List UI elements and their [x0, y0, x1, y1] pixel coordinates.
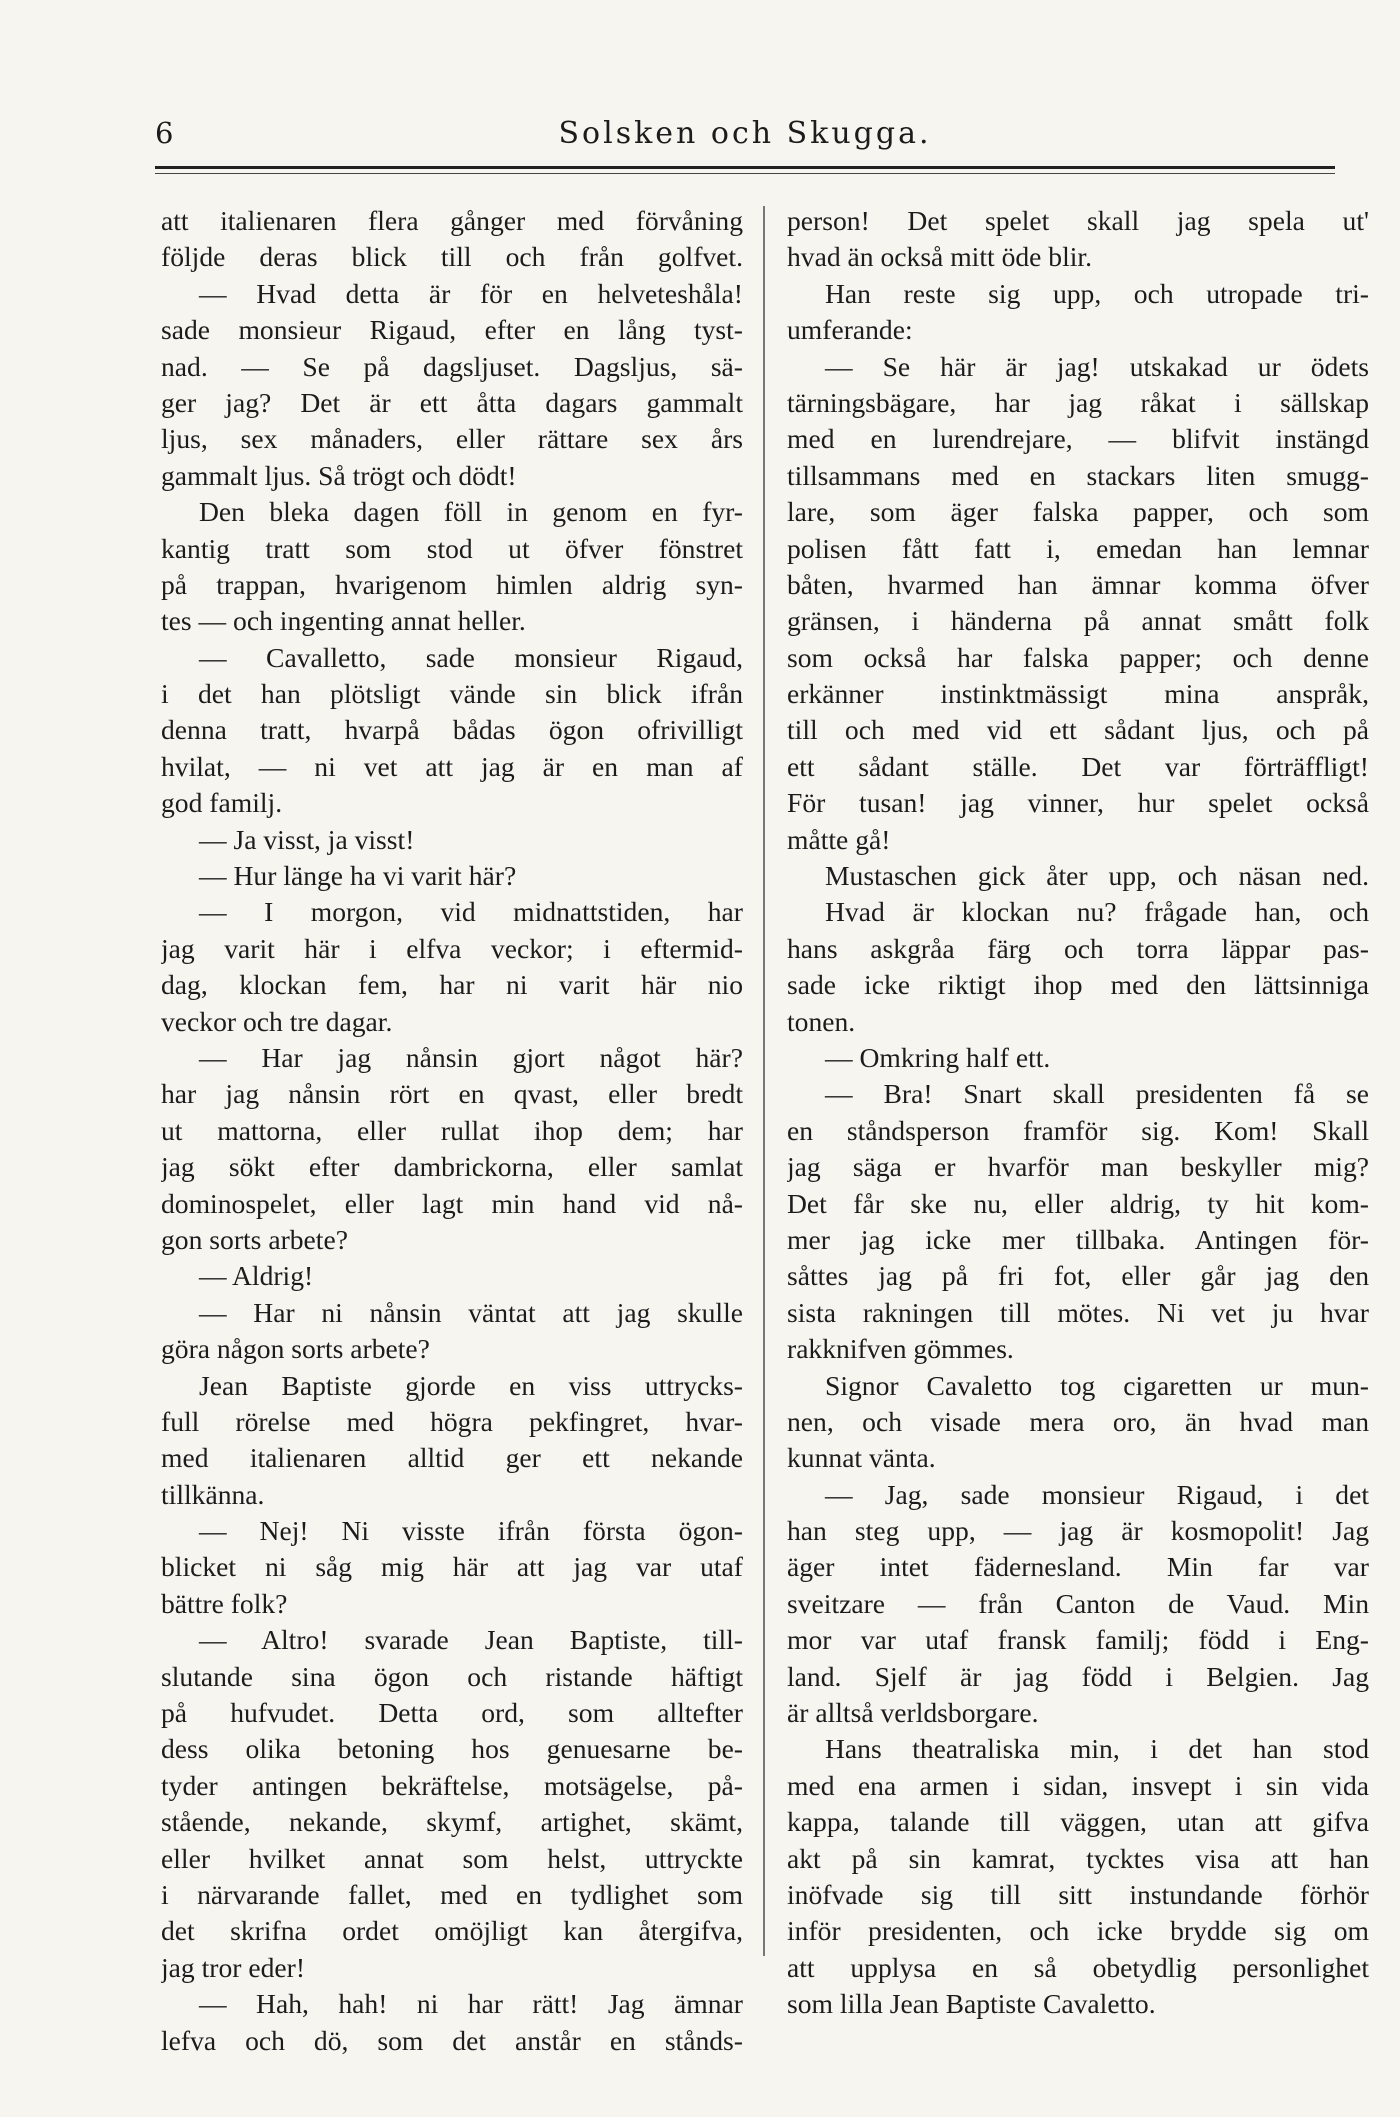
text-line: — Hur länge ha vi varit här? [199, 860, 517, 892]
text-line: ger jag? Det är ett åtta dagars gammalt [161, 386, 743, 418]
text-line: hans askgråa färg och torra läppar pas- [787, 932, 1369, 964]
text-line: umferande: [787, 314, 913, 346]
text-line: kappa, talande till väggen, utan att gifva [787, 1806, 1369, 1838]
text-line: med italienaren alltid ger ett nekande [161, 1442, 743, 1474]
text-line: bättre folk? [161, 1587, 288, 1619]
text-line: tyder antingen bekräftelse, motsägelse, på- [161, 1769, 743, 1801]
text-line: dess olika betoning hos genuesarne be- [161, 1733, 743, 1765]
text-line: är alltså verldsborgare. [787, 1697, 1039, 1729]
text-line: med ena armen i sidan, insvept i sin vida [787, 1769, 1369, 1801]
text-line: båten, hvarmed han ämnar komma öfver [787, 568, 1369, 600]
text-line: gon sorts arbete? [161, 1223, 348, 1255]
text-line: blicket ni såg mig här att jag var utaf [161, 1551, 743, 1583]
text-line: till och med vid ett sådant ljus, och på [787, 714, 1369, 746]
text-line: ut mattorna, eller rullat ihop dem; har [161, 1114, 743, 1146]
text-line: han steg upp, — jag är kosmopolit! Jag [787, 1515, 1369, 1547]
text-line: i närvarande fallet, med en tydlighet som [161, 1878, 743, 1910]
text-line: i det han plötsligt vände sin blick ifrån [161, 678, 743, 710]
text-line: person! Det spelet skall jag spela ut' [787, 205, 1369, 236]
text-line: ett sådant ställe. Det var förträffligt! [787, 750, 1369, 782]
text-line: sveitzare — från Canton de Vaud. Min [787, 1587, 1369, 1619]
text-line: som lilla Jean Baptiste Cavaletto. [787, 1988, 1156, 2020]
text-line: kantig tratt som stod ut öfver fönstret [161, 532, 743, 564]
text-line: Mustaschen gick åter upp, och näsan ned. [825, 860, 1369, 892]
text-line: eller hvilket annat som helst, uttryckte [161, 1842, 743, 1874]
text-line: — Bra! Snart skall presidenten få se [825, 1078, 1369, 1110]
text-line: tillsammans med en stackars liten smugg- [787, 459, 1369, 491]
text-line: denna tratt, hvarpå bådas ögon ofrivilligt [161, 714, 743, 746]
text-line: lare, som äger falska papper, och som [787, 496, 1369, 528]
text-line: inöfvade sig till sitt instundande förhör [787, 1878, 1369, 1910]
text-line: göra någon sorts arbete? [161, 1333, 430, 1365]
text-line: — Altro! svarade Jean Baptiste, till- [199, 1624, 743, 1656]
page-number: 6 [155, 116, 174, 150]
text-line: — Har ni nånsin väntat att jag skulle [199, 1296, 743, 1328]
running-title: Solsken och Skugga. [558, 116, 932, 151]
text-line: — Ja visst, ja visst! [199, 823, 415, 855]
right-text-column [787, 203, 1369, 2023]
text-line: tillkänna. [161, 1478, 265, 1510]
text-line: Signor Cavaletto tog cigaretten ur mun- [825, 1369, 1369, 1401]
text-line: ljus, sex månaders, eller rättare sex års [161, 423, 743, 455]
text-line: full rörelse med högra pekfingret, hvar- [161, 1405, 743, 1437]
text-line: dag, klockan fem, har ni varit här nio [161, 969, 743, 1001]
text-line: följde deras blick till och från golfvet. [161, 241, 743, 273]
text-line: — Jag, sade monsieur Rigaud, i det [825, 1478, 1369, 1510]
text-line: hvilat, — ni vet att jag är en man af [161, 750, 743, 782]
text-line: Hans theatraliska min, i det han stod [825, 1733, 1369, 1765]
text-line: såttes jag på fri fot, eller går jag den [787, 1260, 1369, 1292]
text-line: nen, och visade mera oro, än hvad man [787, 1405, 1369, 1437]
text-line: — Hah, hah! ni har rätt! Jag ämnar [199, 1988, 743, 2020]
text-line: tonen. [787, 1005, 856, 1037]
text-line: en ståndsperson framför sig. Kom! Skall [787, 1114, 1369, 1146]
text-line: gränsen, i händerna på annat smått folk [787, 605, 1369, 637]
text-line: För tusan! jag vinner, hur spelet också [787, 787, 1369, 819]
text-line: jag säga er hvarför man beskyller mig? [787, 1151, 1369, 1183]
text-line: jag tror eder! [161, 1951, 306, 1983]
text-line: — Omkring half ett. [825, 1041, 1051, 1073]
text-line: inför presidenten, och icke brydde sig om [787, 1915, 1369, 1947]
text-line: jag sökt efter dambrickorna, eller samlat [161, 1151, 743, 1183]
text-line: med en lurendrejare, — blifvit instängd [787, 423, 1369, 455]
text-line: slutande sina ögon och ristande häftigt [161, 1660, 743, 1692]
text-line: — Se här är jag! utskakad ur ödets [825, 350, 1369, 382]
text-line: — Hvad detta är för en helveteshåla! [199, 277, 743, 309]
text-line: mor var utaf fransk familj; född i Eng- [787, 1624, 1369, 1656]
text-line: äger intet fädernesland. Min far var [787, 1551, 1369, 1583]
text-line: rakknifven gömmes. [787, 1333, 1014, 1365]
text-line: — Har jag nånsin gjort något här? [199, 1041, 743, 1073]
text-line: det skrifna ordet omöjligt kan återgifva, [161, 1915, 743, 1947]
left-text-column [161, 203, 743, 2059]
text-line: gammalt ljus. Så trögt och dödt! [161, 459, 517, 491]
text-line: akt på sin kamrat, tycktes visa att han [787, 1842, 1369, 1874]
text-line: god familj. [161, 787, 283, 819]
text-line: tes — och ingenting annat heller. [161, 605, 526, 637]
text-line: Hvad är klockan nu? frågade han, och [825, 896, 1369, 928]
text-line: kunnat vänta. [787, 1442, 936, 1474]
text-line: jag varit här i elfva veckor; i eftermid- [161, 932, 743, 964]
column-divider [763, 206, 765, 1956]
text-line: land. Sjelf är jag född i Belgien. Jag [787, 1660, 1369, 1692]
text-line: — Cavalletto, sade monsieur Rigaud, [199, 641, 743, 673]
text-line: som också har falska papper; och denne [787, 641, 1369, 673]
text-line: sade icke riktigt ihop med den lättsinniga [787, 969, 1369, 1001]
text-line: har jag nånsin rört en qvast, eller bredt [161, 1078, 743, 1110]
text-line: — Nej! Ni visste ifrån första ögon- [199, 1515, 743, 1547]
header-rule-thick [155, 166, 1335, 169]
text-line: Jean Baptiste gjorde en viss uttrycks- [199, 1369, 743, 1401]
text-line: att upplysa en så obetydlig personlighet [787, 1951, 1369, 1983]
text-line: sade monsieur Rigaud, efter en lång tyst- [161, 314, 743, 346]
text-line: att italienaren flera gånger med förvåning [161, 205, 743, 236]
text-line: på hufvudet. Detta ord, som alltefter [161, 1697, 743, 1729]
text-line: veckor och tre dagar. [161, 1005, 393, 1037]
text-line: tärningsbägare, har jag råkat i sällskap [787, 386, 1369, 418]
text-line: Han reste sig upp, och utropade tri- [825, 277, 1369, 309]
text-line: — I morgon, vid midnattstiden, har [199, 896, 743, 928]
text-line: hvad än också mitt öde blir. [787, 241, 1092, 273]
text-line: — Aldrig! [199, 1260, 314, 1292]
text-line: polisen fått fatt i, emedan han lemnar [787, 532, 1369, 564]
page-header [155, 116, 1335, 156]
text-line: nad. — Se på dagsljuset. Dagsljus, sä- [161, 350, 743, 382]
text-line: Det får ske nu, eller aldrig, ty hit kom- [787, 1187, 1369, 1219]
text-line: lefva och dö, som det anstår en stånds- [161, 2024, 743, 2056]
text-line: Den bleka dagen föll in genom en fyr- [199, 496, 743, 528]
text-line: måtte gå! [787, 823, 891, 855]
text-line: erkänner instinktmässigt mina anspråk, [787, 678, 1369, 710]
text-line: dominospelet, eller lagt min hand vid nå- [161, 1187, 743, 1219]
text-line: stående, nekande, skymf, artighet, skämt, [161, 1806, 743, 1838]
text-line: mer jag icke mer tillbaka. Antingen för- [787, 1223, 1369, 1255]
header-rule-thin [155, 173, 1335, 174]
text-line: sista rakningen till mötes. Ni vet ju hvar [787, 1296, 1369, 1328]
text-line: på trappan, hvarigenom himlen aldrig syn- [161, 568, 743, 600]
